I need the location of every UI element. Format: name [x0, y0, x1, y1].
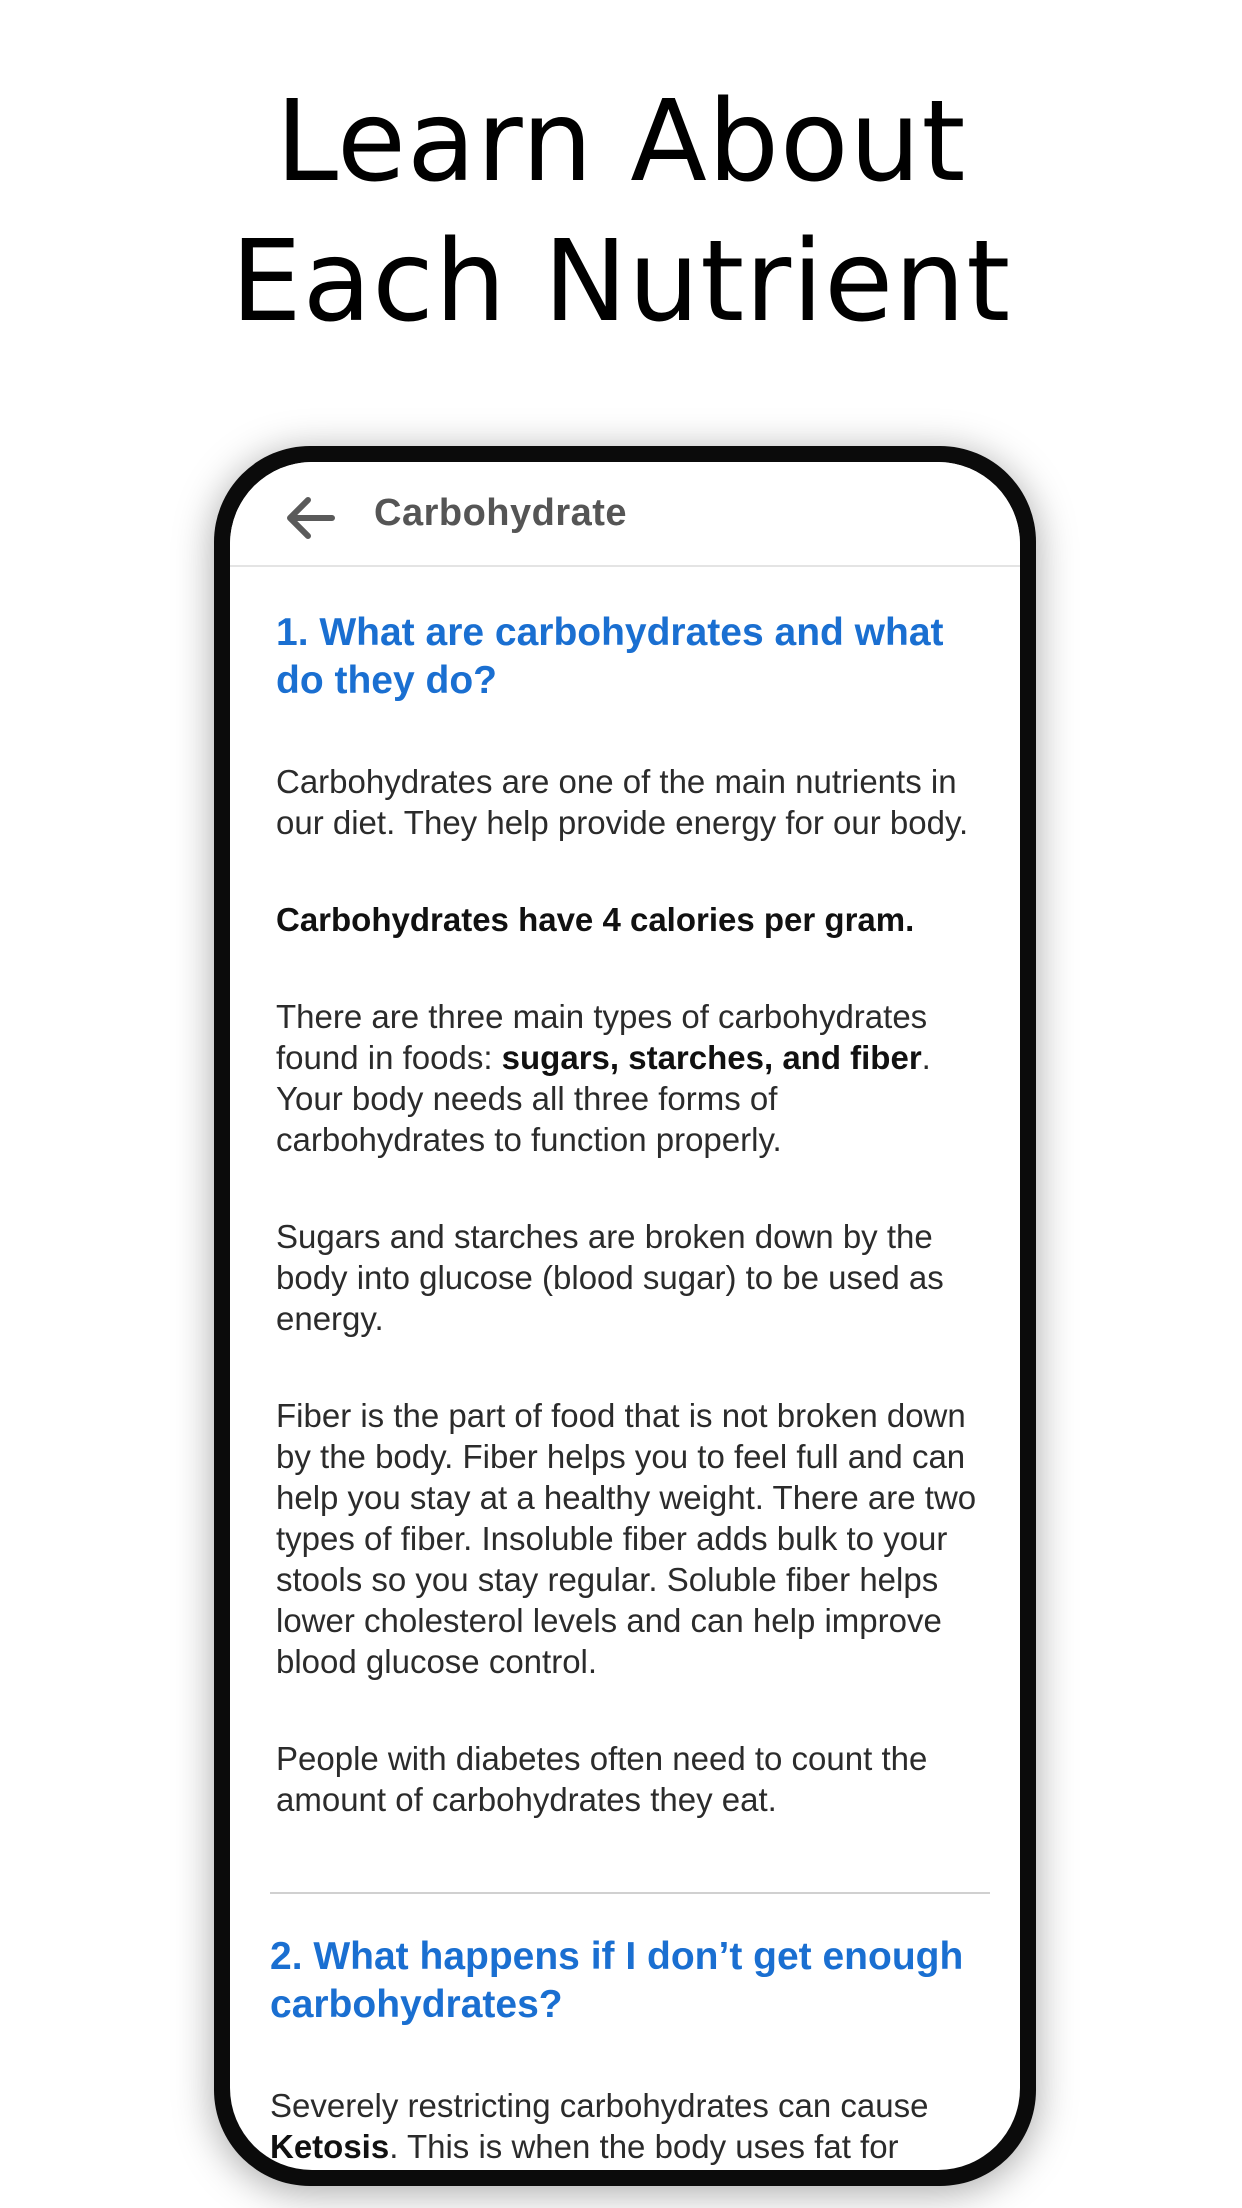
navigation-bar — [230, 462, 1020, 567]
page-title: Carbohydrate — [374, 492, 628, 534]
paragraph-text: There are three main types of carbohydrates found in foods: — [276, 998, 928, 1076]
ketosis-bold: Ketosis — [270, 2128, 390, 2165]
carb-types-paragraph — [276, 996, 990, 1160]
section-what-are-carbohydrates — [276, 609, 990, 1876]
headline-line-1: Learn About — [275, 77, 967, 207]
section-heading: 2. What happens if I don’t get enough carbohydrates? — [270, 1935, 964, 2026]
paragraph-text: Severely restricting carbohydrates can cause — [270, 2087, 929, 2124]
paragraph-text: . This is when the body uses fat for — [389, 2128, 899, 2165]
paragraph: Carbohydrates are one of the main nutrients in our diet. They help provide energy for our body. — [276, 763, 969, 841]
ketosis-paragraph — [270, 2085, 990, 2167]
paragraph-text: . Your body needs all three forms of carbohydrates to function properly. — [276, 1039, 931, 1158]
arrow-left-icon — [280, 488, 340, 548]
phone-frame — [214, 446, 1036, 2186]
paragraph: People with diabetes often need to count the amount of carbohydrates they eat. — [276, 1740, 928, 1818]
section-divider — [270, 1892, 990, 1894]
section-not-enough-carbohydrates — [270, 1933, 990, 2167]
section-heading: 1. What are carbohydrates and what do they do? — [276, 611, 944, 702]
carb-types-bold: sugars, starches, and fiber — [501, 1039, 922, 1076]
marketing-headline — [0, 72, 1242, 352]
headline-line-2: Each Nutrient — [230, 217, 1012, 347]
back-button[interactable] — [280, 488, 340, 548]
article-content[interactable] — [230, 567, 1020, 2170]
paragraph: Sugars and starches are broken down by the body into glucose (blood sugar) to be used as energy. — [276, 1218, 944, 1337]
calories-per-gram-paragraph: Carbohydrates have 4 calories per gram. — [276, 901, 915, 938]
fiber-paragraph: Fiber is the part of food that is not broken down by the body. Fiber helps you to feel full and can help you stay at a healthy weight. There are two types of fiber. Insoluble fiber adds bulk to your stools so you stay regular. Soluble fiber helps lower cholesterol levels and can help improve blood glucose control. — [276, 1397, 977, 1680]
phone-screen — [230, 462, 1020, 2170]
